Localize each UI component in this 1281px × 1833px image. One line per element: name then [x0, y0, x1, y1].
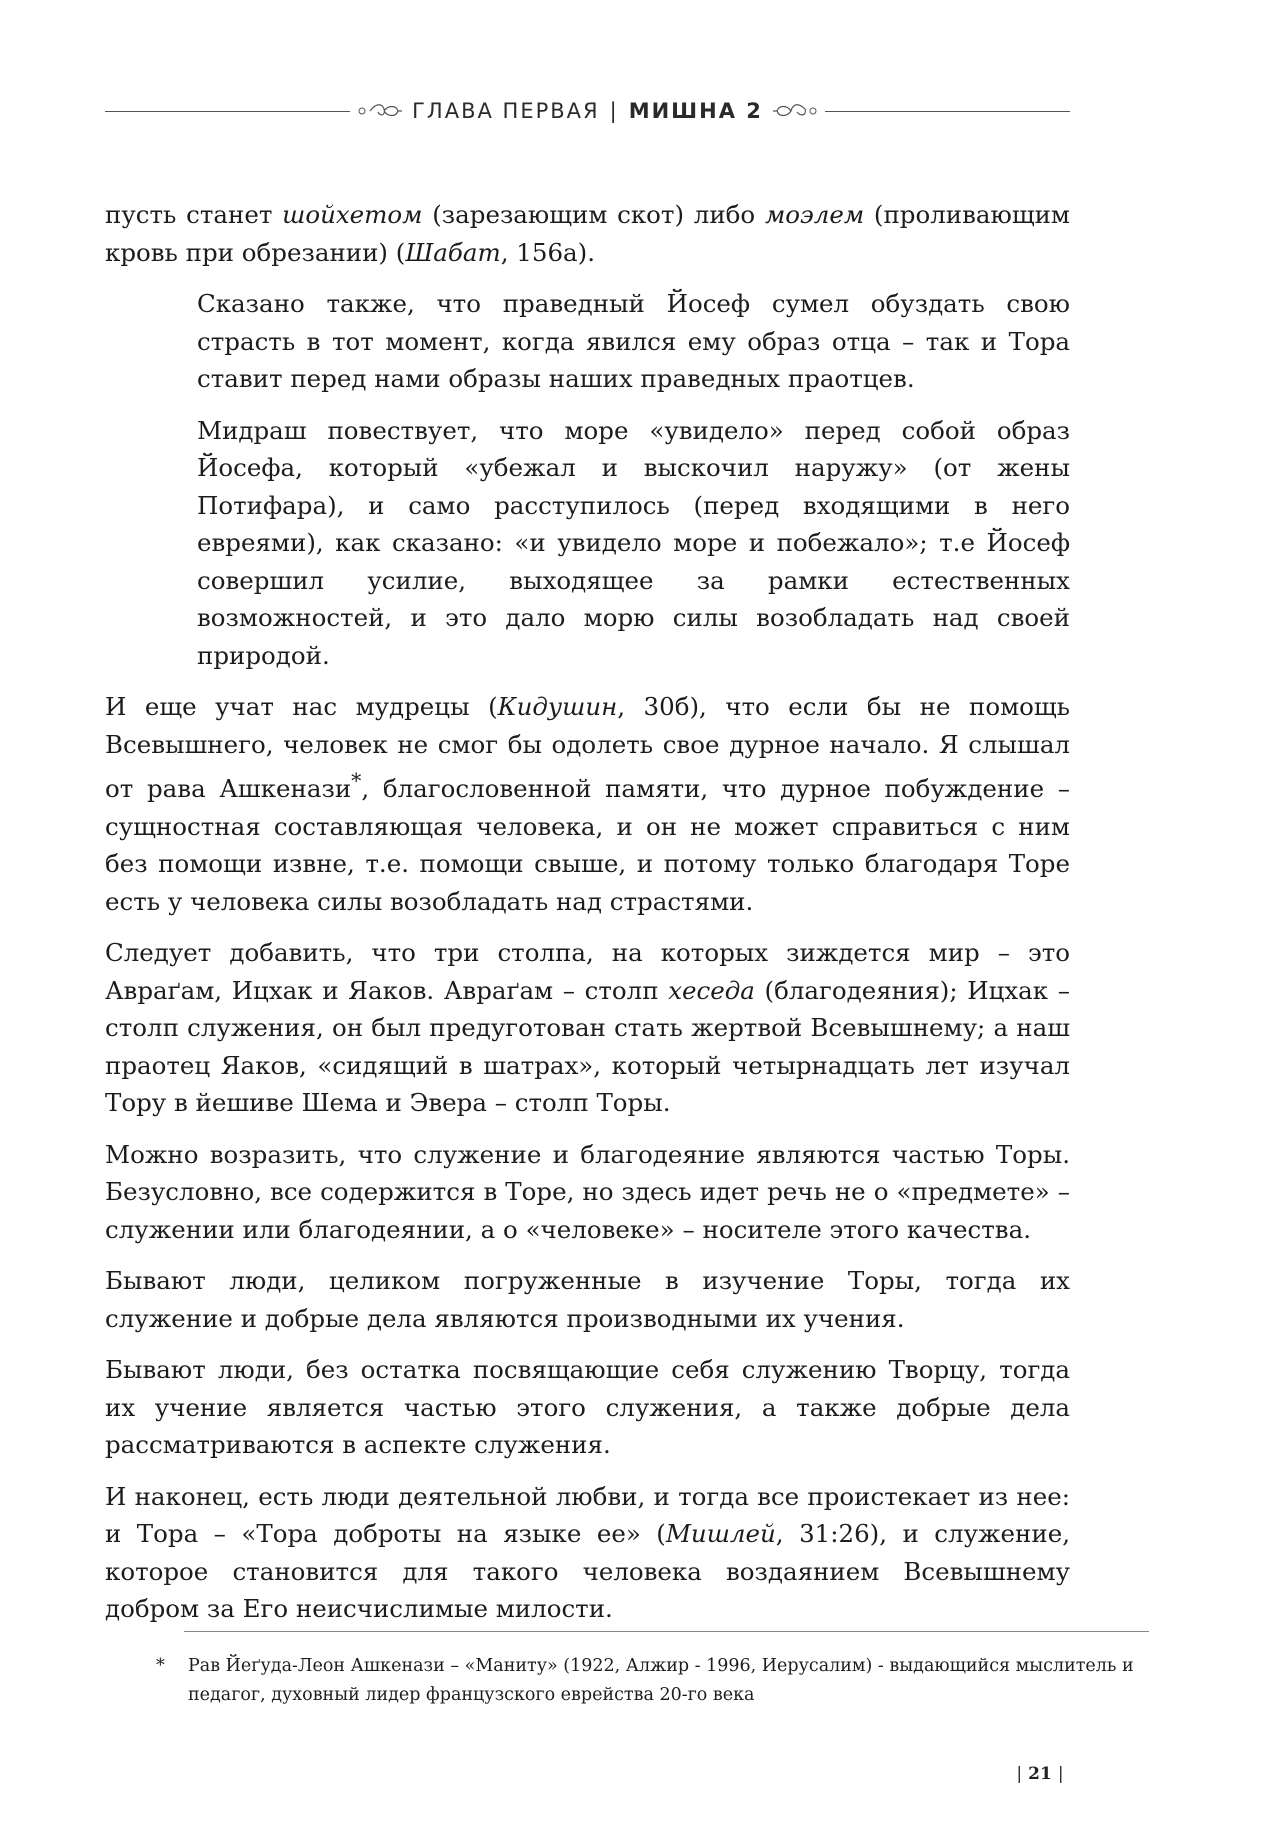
main-text: [105, 196, 1070, 1642]
footnote-text: Рав Йеґуда-Леон Ашкенази – «Маниту» (1922, Алжир - 1996, Иерусалим) - выдающийся мыслитель и педагог, духовный лидер французского еврейства 20-го века: [188, 1656, 1134, 1705]
text-run: Бывают люди, без остатка посвящающие себя служению Творцу, тогда их учение является частью этого служения, а также добрые дела рассматриваются в аспекте служения.: [105, 1355, 1070, 1460]
italic-term: шойхетом: [282, 200, 423, 229]
page-number-block: | 21 |: [1016, 1764, 1064, 1784]
italic-term: хеседа: [668, 975, 755, 1005]
paragraph: [105, 1478, 1070, 1628]
footnote-rule: [184, 1631, 1149, 1632]
paragraph: [105, 1351, 1070, 1464]
text-run: Можно возразить, что служение и благодеяние являются частью Торы. Безусловно, все содержится в Торе, но здесь идет речь не о «предмете» – служении или благодеянии, а о «человеке» – носителе этого качества.: [105, 1139, 1070, 1244]
paragraph: [105, 1262, 1070, 1337]
running-header: [105, 96, 1070, 126]
italic-term: Мишлей: [665, 1519, 776, 1549]
text-run: , 156а).: [500, 237, 595, 267]
text-run: (проливающим кровь при обрезании) (: [105, 200, 1070, 267]
text-run: , 31:26), и служение, которое становится для такого человека воздаянием Всевышнему добром за Его неисчислимые милости.: [105, 1519, 1070, 1624]
header-separator: |: [609, 99, 619, 123]
quote-paragraph: [197, 285, 1070, 398]
text-run: (зарезающим скот) либо: [422, 200, 765, 229]
text-run: (благодеяния); Ицхак – столп служения, он был предуготован стать жертвой Всевышнему; а наш праотец Яаков, «сидящий в шатрах», который четырнадцать лет изучал Тору в йешиве Шема и Эвера – столп Торы.: [105, 975, 1070, 1118]
text-run: Бывают люди, целиком погруженные в изучение Торы, тогда их служение и добрые дела являются производными их учения.: [105, 1266, 1070, 1333]
italic-term: Кидушин: [497, 692, 618, 721]
text-run: И наконец, есть люди деятельной любви, и тогда все проистекает из нее: и Тора – «Тора доброты на языке ее» (: [105, 1481, 1070, 1549]
paragraph: [105, 688, 1070, 920]
text-run: , благословенной памяти, что дурное побуждение – сущностная составляющая человека, и он не может справиться с ним без помощи извне, т.е. помощи свыше, и потому только благодаря Торе есть у человека силы возобладать над страстями.: [105, 774, 1071, 916]
italic-term: Шабат: [405, 237, 501, 267]
footnote-mark: *: [156, 1656, 165, 1676]
footnote-ref: *: [351, 769, 362, 793]
text-run: пусть станет: [105, 200, 283, 229]
mishna-title: МИШНА 2: [628, 99, 763, 123]
italic-term: моэлем: [764, 200, 865, 229]
ornament-left-icon: [358, 99, 404, 123]
text-run: Мидраш повествует, что море «увидело» перед собой образ Йосефа, который «убежал и выскочил наружу» (от жены Потифара), и само расступилось (перед входящими в него евреями), как сказано: «и увидело море и побежало»; т.е Йосеф совершил усилие, выходящее за рамки естественных возможностей, и это дало морю силы возобладать над своей природой.: [197, 415, 1070, 670]
footnote: [156, 1652, 1151, 1710]
text-run: И еще учат нас мудрецы (: [105, 692, 498, 721]
header-rule-left: [105, 111, 350, 112]
quote-paragraph: [197, 412, 1070, 675]
page-number: 21: [1028, 1764, 1052, 1784]
text-run: , 30б), что если бы не помощь Всевышнего, человек не смог бы одолеть свое дурное начало. Я слышал от рава Ашкенази: [105, 692, 1070, 804]
paragraph: [105, 196, 1070, 271]
chapter-title: ГЛАВА ПЕРВАЯ: [412, 99, 600, 123]
header-title: [412, 99, 763, 123]
paragraph: [105, 934, 1070, 1122]
text-run: Сказано также, что праведный Йосеф сумел обуздать свою страсть в тот момент, когда явился ему образ отца – так и Тора ставит перед нами образы наших праведных праотцев.: [197, 289, 1070, 393]
header-rule-right: [825, 111, 1070, 112]
text-run: Следует добавить, что три столпа, на которых зиждется мир – это Авраґам, Ицхак и Яаков. Авраґам – столп: [105, 938, 1070, 1005]
paragraph: [105, 1136, 1070, 1249]
ornament-right-icon: [771, 99, 817, 123]
